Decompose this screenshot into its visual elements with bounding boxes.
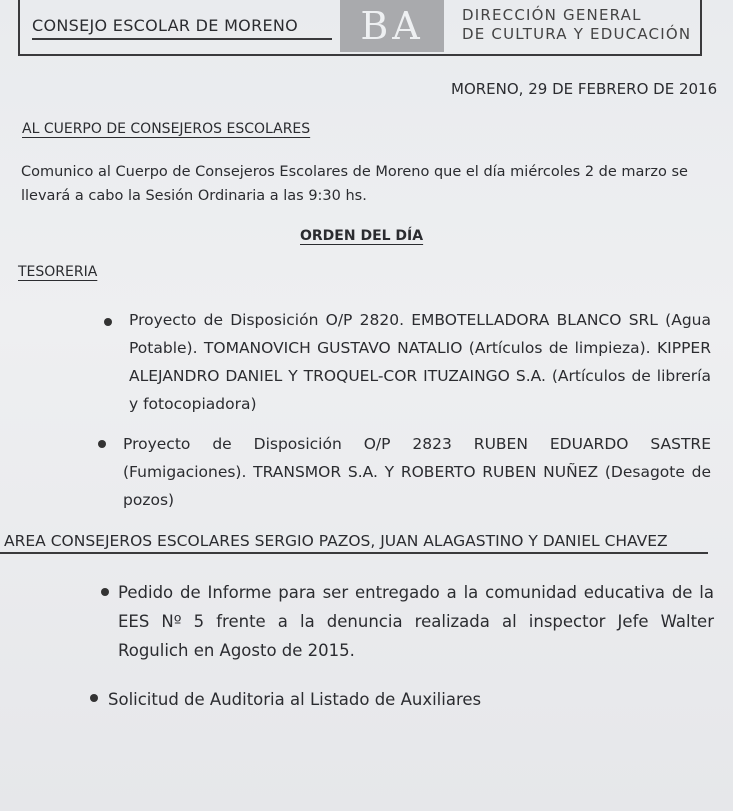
agenda-item-text: Proyecto de Disposición O/P 2820. EMBOTELLADORA BLANCO SRL (Agua Potable). TOMANOVICH GUSTAVO NATALIO (Artículos de limpieza). KIPPER ALEJANDRO DANIEL Y TROQUEL-COR ITUZAINGO S.A. (Artículos de librería y fotocopiadora)	[129, 311, 711, 413]
direccion-line-2: DE CULTURA Y EDUCACIÓN	[462, 25, 692, 43]
section-heading-area-consejeros: AREA CONSEJEROS ESCOLARES SERGIO PAZOS, JUAN ALAGASTINO Y DANIEL CHAVEZ	[4, 532, 668, 550]
agenda-item-text: Solicitud de Auditoria al Listado de Auxiliares	[108, 690, 482, 709]
section-heading-tesoreria: TESORERIA	[18, 264, 98, 280]
agenda-item-text: Pedido de Informe para ser entregado a la comunidad educativa de la EES Nº 5 frente a la denuncia realizada al inspector Jefe Walter Rogulich en Agosto de 2015.	[118, 583, 714, 660]
bullet-icon	[98, 440, 106, 448]
body-paragraph: Comunico al Cuerpo de Consejeros Escolares de Moreno que el día miércoles 2 de marzo se llevará a cabo la Sesión Ordinaria a las 9:30 hs.	[21, 164, 688, 204]
document-date: MORENO, 29 DE FEBRERO DE 2016	[451, 80, 718, 98]
agenda-item	[118, 578, 714, 665]
agenda-item	[129, 306, 711, 418]
council-name: CONSEJO ESCOLAR DE MORENO	[32, 16, 332, 40]
direccion-line-1: DIRECCIÓN GENERAL	[462, 6, 642, 24]
agenda-item	[108, 685, 668, 714]
agenda-item	[123, 430, 711, 514]
bullet-icon	[101, 588, 109, 596]
addressee: AL CUERPO DE CONSEJEROS ESCOLARES	[22, 121, 311, 137]
letterhead	[18, 0, 702, 56]
direccion-general	[462, 6, 691, 44]
agenda-title: ORDEN DEL DÍA	[300, 228, 424, 244]
bullet-icon	[104, 318, 112, 326]
bullet-icon	[90, 694, 98, 702]
agenda-item-text: Proyecto de Disposición O/P 2823 RUBEN EDUARDO SASTRE (Fumigaciones). TRANSMOR S.A. Y ROBERTO RUBEN NUÑEZ (Desagote de pozos)	[123, 435, 711, 509]
heading-underline	[0, 552, 708, 554]
ba-logo: BA	[340, 0, 444, 52]
